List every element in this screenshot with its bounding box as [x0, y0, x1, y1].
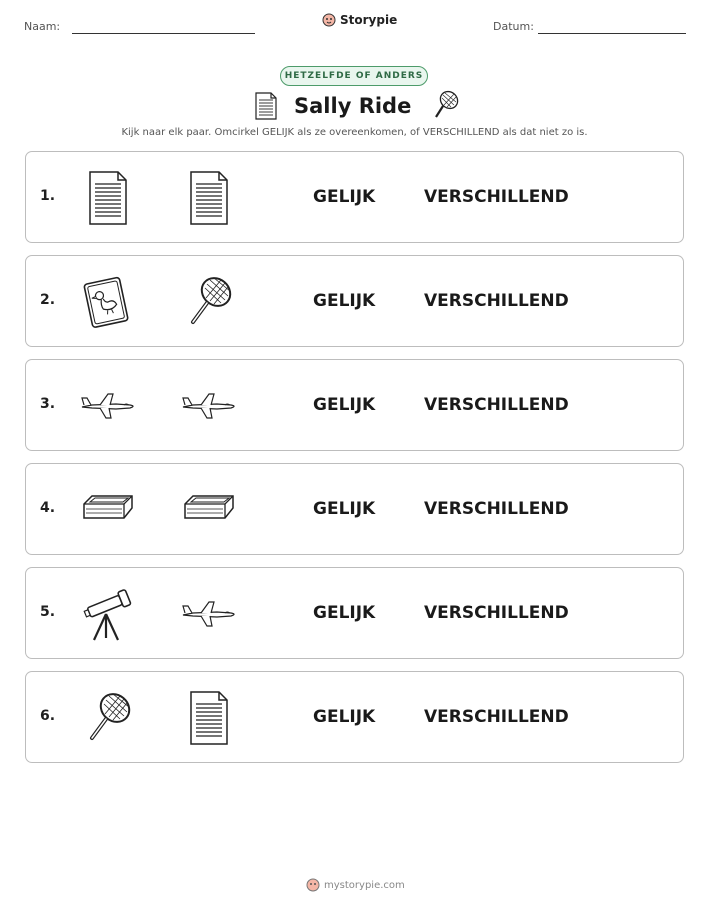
- storypie-mascot-icon: [322, 13, 336, 27]
- different-option[interactable]: VERSCHILLEND: [424, 187, 569, 207]
- pair-row: [25, 671, 684, 763]
- name-label: Naam:: [24, 20, 61, 33]
- page-title: Sally Ride: [294, 94, 412, 118]
- instructions: Kijk naar elk paar. Omcirkel GELIJK als ze overeenkomen, of VERSCHILLEND als dat niet zo is.: [121, 127, 588, 138]
- pair-row: [25, 463, 684, 555]
- worksheet-badge: HETZELFDE OF ANDERS: [280, 66, 428, 86]
- tray-icon: [179, 480, 239, 540]
- document-icon: [179, 688, 239, 748]
- row-number: 5.: [40, 604, 56, 620]
- different-option[interactable]: VERSCHILLEND: [424, 603, 569, 623]
- pair-row: [25, 359, 684, 451]
- jet-plane-icon: [179, 376, 239, 436]
- date-label: Datum:: [493, 20, 534, 33]
- row-number: 3.: [40, 396, 56, 412]
- brand-name: Storypie: [340, 13, 398, 27]
- row-number: 1.: [40, 188, 56, 204]
- same-option[interactable]: GELIJK: [313, 499, 376, 519]
- tray-icon: [78, 480, 138, 540]
- different-option[interactable]: VERSCHILLEND: [424, 707, 569, 727]
- row-number: 2.: [40, 292, 56, 308]
- pair-row: [25, 151, 684, 243]
- same-option[interactable]: GELIJK: [313, 603, 376, 623]
- tennis-racket-icon: [78, 688, 138, 748]
- date-line[interactable]: [538, 33, 686, 34]
- document-icon: [78, 168, 138, 228]
- jet-plane-icon: [179, 584, 239, 644]
- pair-row: [25, 567, 684, 659]
- tennis-racket-icon: [432, 90, 460, 120]
- same-option[interactable]: GELIJK: [313, 291, 376, 311]
- row-number: 6.: [40, 708, 56, 724]
- telescope-icon: [78, 584, 138, 644]
- document-icon: [179, 168, 239, 228]
- same-option[interactable]: GELIJK: [313, 707, 376, 727]
- pair-row: [25, 255, 684, 347]
- tennis-racket-icon: [179, 272, 239, 332]
- document-icon: [254, 92, 278, 120]
- same-option[interactable]: GELIJK: [313, 395, 376, 415]
- title-row: [0, 90, 709, 124]
- different-option[interactable]: VERSCHILLEND: [424, 499, 569, 519]
- jet-plane-icon: [78, 376, 138, 436]
- footer: [306, 878, 405, 892]
- storypie-mascot-icon: [306, 878, 320, 892]
- different-option[interactable]: VERSCHILLEND: [424, 291, 569, 311]
- different-option[interactable]: VERSCHILLEND: [424, 395, 569, 415]
- brand-logo: [322, 13, 397, 27]
- duck-book-icon: [78, 272, 138, 332]
- footer-site: mystorypie.com: [324, 879, 405, 891]
- name-line[interactable]: [72, 33, 255, 34]
- same-option[interactable]: GELIJK: [313, 187, 376, 207]
- row-number: 4.: [40, 500, 56, 516]
